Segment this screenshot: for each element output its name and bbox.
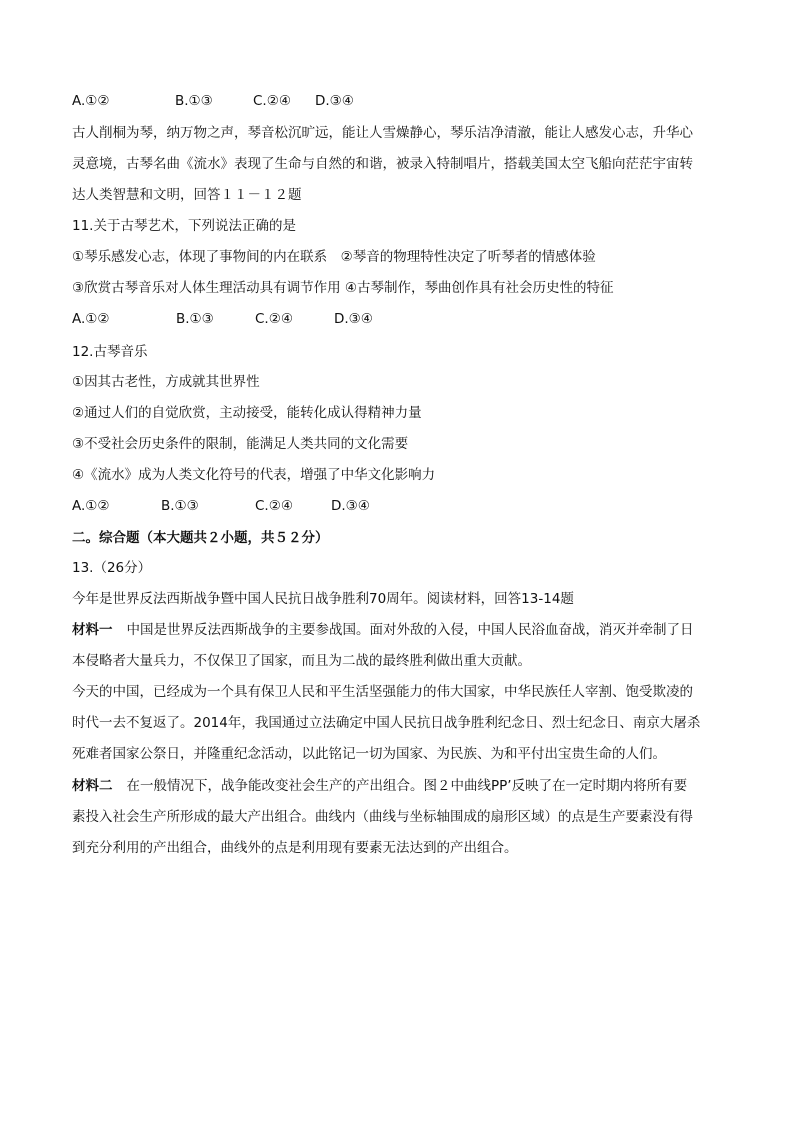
q12-options xyxy=(72,496,724,516)
q11-statement-line-1: ①琴乐感发心志，体现了事物间的内在联系 ②琴音的物理特性决定了听琴者的情感体验 xyxy=(72,249,596,265)
q12-option-a[interactable]: A.①② xyxy=(72,498,110,514)
q11-options xyxy=(72,309,724,329)
q10-option-b[interactable]: B.①③ xyxy=(175,93,213,109)
material-1-line-1 xyxy=(72,620,724,640)
q13-header: 13.（26分） xyxy=(72,560,152,576)
q10-options xyxy=(72,91,724,111)
section-heading: 二。综合题（本大题共２小题，共５２分） xyxy=(72,530,329,546)
q12-statement-3: ③不受社会历史条件的限制，能满足人类共同的文化需要 xyxy=(72,436,409,452)
passage-line-3: 达人类智慧和文明，回答１１－１２题 xyxy=(72,187,302,203)
q12-statement-1: ①因其古老性，方成就其世界性 xyxy=(72,374,260,390)
material-2-line-2: 素投入社会生产所形成的最大产出组合。曲线内（曲线与坐标轴围成的扇形区域）的点是生产要素没有得 xyxy=(72,809,693,825)
material-2-label: 材料二 xyxy=(72,778,113,794)
q11-stem: 11.关于古琴艺术，下列说法正确的是 xyxy=(72,218,296,234)
material-2-line-3: 到充分利用的产出组合，曲线外的点是利用现有要素无法达到的产出组合。 xyxy=(72,840,518,856)
material-1-line-2: 本侵略者大量兵力，不仅保卫了国家，而且为二战的最终胜利做出重大贡献。 xyxy=(72,653,531,669)
material-1-line-4: 时代一去不复返了。2014年，我国通过立法确定中国人民抗日战争胜利纪念日、烈士纪念日、南京大屠杀 xyxy=(72,715,701,731)
q10-option-d[interactable]: D.③④ xyxy=(315,93,354,109)
q11-statement-line-2: ③欣赏古琴音乐对人体生理活动具有调节作用 ④古琴制作，琴曲创作具有社会历史性的特征 xyxy=(72,280,614,296)
q12-option-d[interactable]: D.③④ xyxy=(331,498,370,514)
material-2-text: 在一般情况下，战争能改变社会生产的产出组合。图２中曲线PP’反映了在一定时期内将所有要 xyxy=(126,778,688,794)
q12-statement-4: ④《流水》成为人类文化符号的代表，增强了中华文化影响力 xyxy=(72,467,436,483)
q13-intro: 今年是世界反法西斯战争暨中国人民抗日战争胜利70周年。阅读材料，回答13-14题 xyxy=(72,591,574,607)
material-1-line-5: 死难者国家公祭日，并隆重纪念活动，以此铭记一切为国家、为民族、为和平付出宝贵生命的人们。 xyxy=(72,746,666,762)
material-1-text: 中国是世界反法西斯战争的主要参战国。面对外敌的入侵，中国人民浴血奋战，消灭并牵制了日 xyxy=(126,622,694,638)
material-1-line-3: 今天的中国，已经成为一个具有保卫人民和平生活坚强能力的伟大国家，中华民族任人宰割、饱受欺凌的 xyxy=(72,684,693,700)
q10-option-a[interactable]: A.①② xyxy=(72,93,110,109)
q11-option-a[interactable]: A.①② xyxy=(72,311,110,327)
q10-option-c[interactable]: C.②④ xyxy=(253,93,291,109)
q12-option-b[interactable]: B.①③ xyxy=(161,498,199,514)
q11-option-d[interactable]: D.③④ xyxy=(334,311,373,327)
q11-option-c[interactable]: C.②④ xyxy=(255,311,293,327)
q11-option-b[interactable]: B.①③ xyxy=(176,311,214,327)
q12-option-c[interactable]: C.②④ xyxy=(255,498,293,514)
passage-line-1: 古人削桐为琴，纳万物之声，琴音松沉旷远，能让人雪燥静心，琴乐洁净清澈，能让人感发心志，升华心 xyxy=(72,125,693,141)
q12-stem: 12.古琴音乐 xyxy=(72,344,148,360)
material-1-label: 材料一 xyxy=(72,622,113,638)
q12-statement-2: ②通过人们的自觉欣赏，主动接受，能转化成认得精神力量 xyxy=(72,405,422,421)
passage-line-2: 灵意境，古琴名曲《流水》表现了生命与自然的和谐，被录入特制唱片，搭载美国太空飞船向茫茫宇宙转 xyxy=(72,156,693,172)
material-2-line-1 xyxy=(72,776,724,796)
